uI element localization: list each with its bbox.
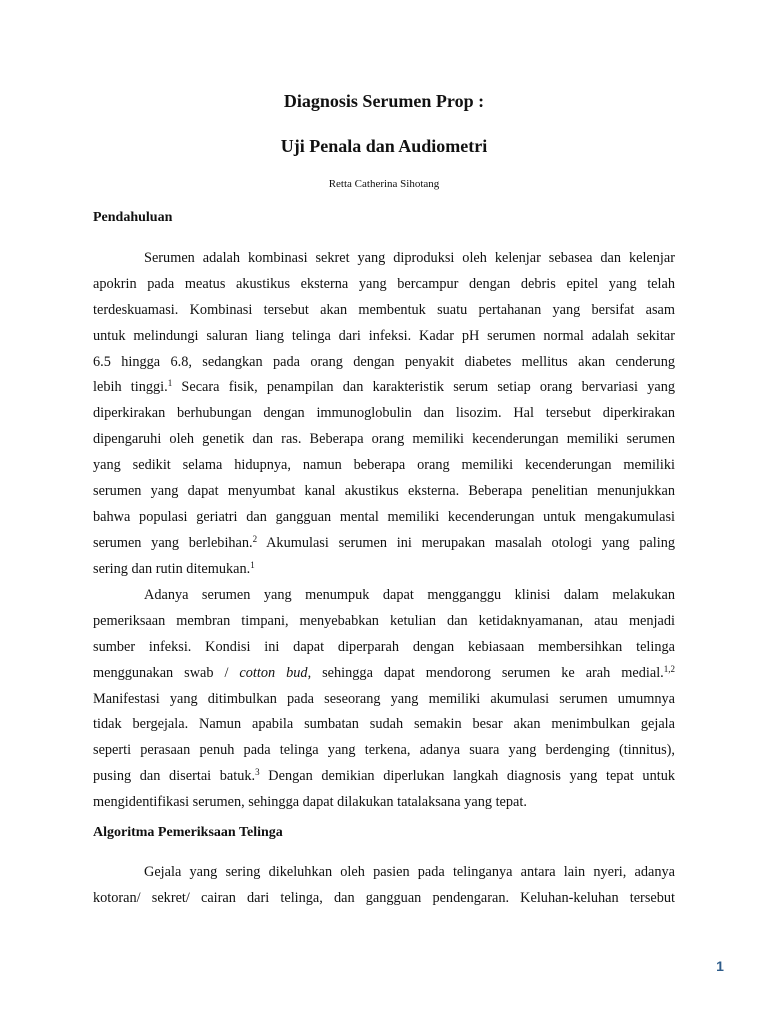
paragraph-line: untuk melindungi saluran liang telinga dari infeksi. Kadar pH serumen normal adalah sekitar [93, 327, 675, 344]
section-heading-pendahuluan: Pendahuluan [93, 210, 173, 225]
line-text: pusing dan disertai batuk. [93, 768, 256, 785]
paragraph-line: pemeriksaan membran timpani, menyebabkan ketulian dan ketidaknyamanan, atau menjadi [93, 612, 675, 629]
paragraph-3 [93, 860, 675, 912]
line-text: lebih tinggi. [93, 379, 168, 396]
paragraph-line: Manifestasi yang ditimbulkan pada seseorang yang memiliki akumulasi serumen umumnya [93, 690, 675, 707]
footnote-ref: 1 [250, 559, 255, 570]
paragraph-line: apokrin pada meatus akustikus eksterna yang bercampur dengan debris epitel yang telah [93, 275, 675, 292]
paragraph-line: yang sedikit selama hidupnya, namun beberapa orang memiliki kecenderungan memiliki [93, 457, 675, 474]
line-text: sering dan rutin ditemukan. [93, 560, 251, 577]
footnote-ref: 1 [167, 378, 173, 389]
paragraph-line: Adanya serumen yang menumpuk dapat mengganggu klinisi dalam melakukan [144, 587, 675, 603]
paragraph-line [93, 764, 675, 790]
line-text: Dengan demikian diperlukan langkah diagnosis yang tepat untuk [259, 768, 675, 785]
line-text: Secara fisik, penampilan dan karakteristik serum setiap orang bervariasi yang [172, 379, 675, 396]
document-subtitle: Uji Penala dan Audiometri [280, 136, 488, 156]
paragraph-line: bahwa populasi geriatri dan gangguan mental memiliki kecenderungan untuk mengakumulasi [93, 508, 675, 525]
paragraph-line [93, 531, 675, 557]
footnote-ref: 3 [255, 767, 260, 778]
paragraph-line: dipengaruhi oleh genetik dan ras. Beberapa orang memiliki kecenderungan memiliki serumen [93, 431, 675, 448]
author-name: Retta Catherina Sihotang [328, 178, 440, 190]
line-text: Akumulasi serumen ini merupakan masalah otologi yang paling [257, 534, 675, 551]
line-text: serumen yang berlebihan. [93, 534, 253, 551]
paragraph-line: Gejala yang sering dikeluhkan oleh pasien pada telinganya antara lain nyeri, adanya [144, 864, 675, 880]
paragraph-1 [93, 246, 675, 583]
section-heading-algoritma: Algoritma Pemeriksaan Telinga [93, 825, 283, 840]
footnote-ref: 1,2 [663, 663, 675, 674]
paragraph-line: 6.5 hingga 6.8, sedangkan pada orang dengan penyakit diabetes mellitus akan cenderung [93, 353, 675, 370]
paragraph-line: serumen yang dapat menyumbat kanal akustikus eksterna. Beberapa penelitian menunjukkan [93, 483, 675, 500]
paragraph-line: seperti perasaan penuh pada telinga yang terkena, adanya suara yang berdenging (tinnitus), [93, 742, 675, 759]
footnote-ref: 2 [252, 533, 258, 544]
line-text: menggunakan swab / [93, 664, 240, 681]
paragraph-line: tidak bergejala. Namun apabila sumbatan sudah semakin besar akan menimbulkan gejala [93, 716, 675, 733]
paragraph-line: mengidentifikasi serumen, sehingga dapat dilakukan tatalaksana yang tepat. [93, 794, 527, 811]
paragraph-2 [93, 583, 675, 816]
document-title: Diagnosis Serumen Prop : [283, 91, 485, 111]
paragraph-line [93, 557, 675, 583]
line-text: , sehingga dapat mendorong serumen ke arah medial. [307, 664, 664, 681]
paragraph-line: kotoran/ sekret/ cairan dari telinga, dan gangguan pendengaran. Keluhan-keluhan tersebut [93, 889, 675, 906]
page-number: 1 [716, 958, 724, 974]
paragraph-line [93, 661, 675, 687]
emphasis-text: cotton bud [239, 664, 308, 681]
paragraph-line: sumber infeksi. Kondisi ini dapat diperparah dengan kebiasaan membersihkan telinga [93, 638, 675, 655]
paragraph-line [93, 375, 675, 401]
paragraph-line: Serumen adalah kombinasi sekret yang diproduksi oleh kelenjar sebasea dan kelenjar [144, 250, 675, 266]
paragraph-line: terdeskuamasi. Kombinasi tersebut akan membentuk suatu pertahanan yang bersifat asam [93, 301, 675, 318]
paragraph-line: diperkirakan berhubungan dengan immunoglobulin dan lisozim. Hal tersebut diperkirakan [93, 405, 675, 422]
